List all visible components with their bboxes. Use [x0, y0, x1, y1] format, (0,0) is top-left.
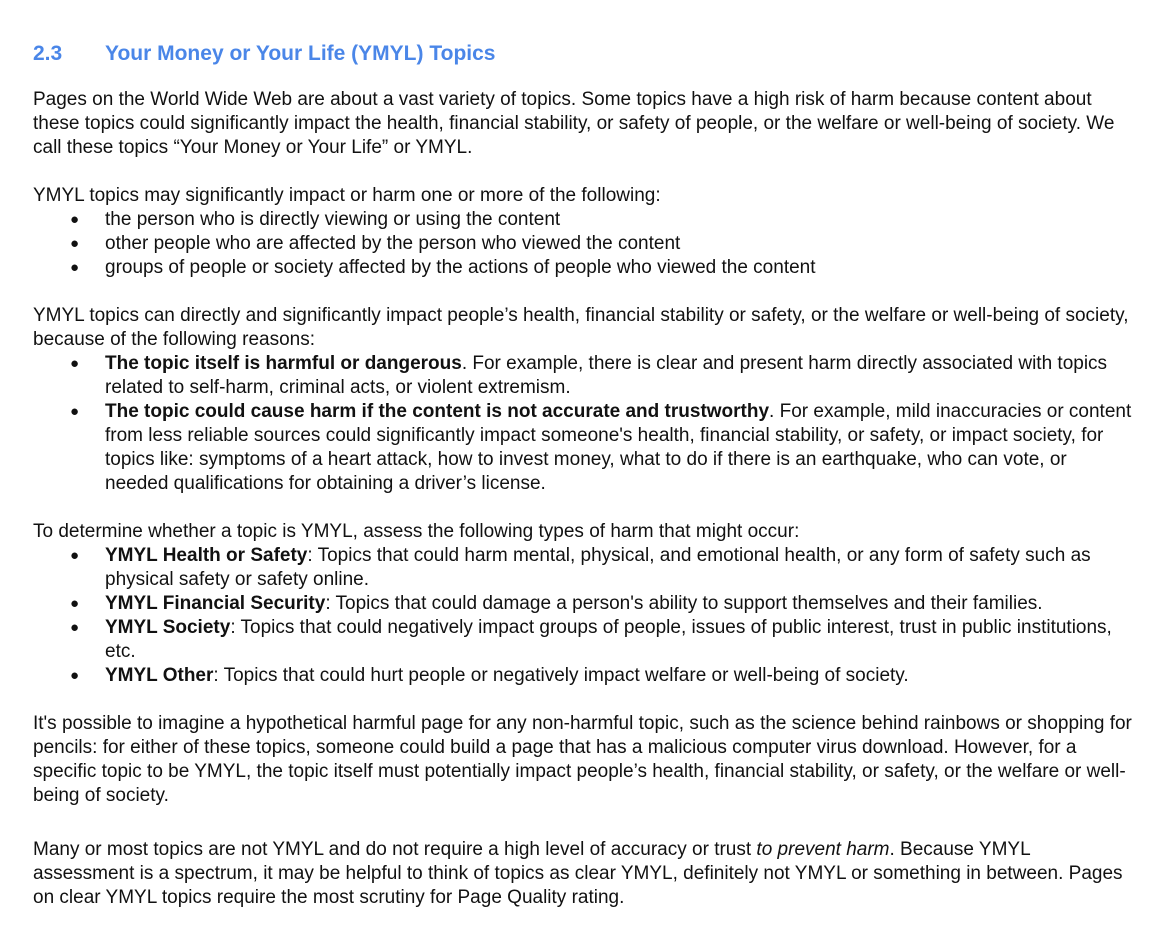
harm-types-list [33, 544, 1132, 688]
list-item-text: : Topics that could hurt people or negatively impact welfare or well-being of society. [213, 665, 909, 686]
bullet-icon: ● [70, 619, 80, 636]
bullet-icon: ● [70, 595, 80, 612]
list-item-bold: The topic could cause harm if the content is not accurate and trustworthy [105, 401, 770, 422]
list-item [33, 544, 1132, 592]
list-item-text: : Topics that could negatively impact groups of people, issues of public interest, trust in public institutions, etc. [105, 617, 1112, 662]
bullet-icon: ● [70, 667, 80, 684]
list-item [33, 256, 1132, 280]
closing-text-italic: to prevent harm [756, 839, 890, 860]
list-item-text: the person who is directly viewing or using the content [105, 209, 561, 230]
harm-types-lead: To determine whether a topic is YMYL, assess the following types of harm that might occur: [33, 521, 800, 542]
reasons-list [33, 352, 1132, 496]
section-number: 2.3 [33, 42, 63, 65]
list-item-text: : Topics that could harm mental, physical, and emotional health, or any form of safety such as physical safety or safety online. [105, 545, 1091, 590]
list-item-text: : Topics that could damage a person's ability to support themselves and their families. [325, 593, 1043, 614]
list-item-text: other people who are affected by the person who viewed the content [105, 233, 681, 254]
list-item [33, 616, 1132, 664]
section-heading [33, 40, 1132, 68]
section-title: Your Money or Your Life (YMYL) Topics [105, 42, 496, 65]
bullet-icon: ● [70, 355, 80, 372]
reasons-lead: YMYL topics can directly and significantly impact people’s health, financial stability or safety, or the welfare or well-being of society, because of the following reasons: [33, 305, 1129, 350]
impact-list [33, 208, 1132, 280]
bullet-icon: ● [70, 235, 80, 252]
intro-paragraph: Pages on the World Wide Web are about a vast variety of topics. Some topics have a high risk of harm because content about these topics could significantly impact the health, financial stability, or safety of people, or the welfare or well-being of society. We call these topics “Your Money or Your Life” or YMYL. [33, 89, 1115, 158]
list-item-bold: YMYL Other [105, 665, 214, 686]
list-item-bold: YMYL Society [105, 617, 231, 638]
list-item-text: groups of people or society affected by the actions of people who viewed the content [105, 257, 816, 278]
list-item [33, 400, 1132, 496]
list-item-text: . For example, mild inaccuracies or content from less reliable sources could significantly impact someone's health, financial stability, or safety, or impact society, for topics like: symptoms of a heart attack, how to invest money, what to do if there is an earthquake, who can vote, or needed qualifications for obtaining a driver’s license. [105, 401, 1132, 494]
closing-paragraph [33, 838, 1132, 910]
closing-text-start: Many or most topics are not YMYL and do not require a high level of accuracy or trust [33, 839, 757, 860]
bullet-icon: ● [70, 259, 80, 276]
list-item-bold: The topic itself is harmful or dangerous [105, 353, 462, 374]
list-item [33, 352, 1132, 400]
list-item-bold: YMYL Financial Security [105, 593, 326, 614]
list-item [33, 232, 1132, 256]
hypothetical-paragraph: It's possible to imagine a hypothetical harmful page for any non-harmful topic, such as the science behind rainbows or shopping for pencils: for either of these topics, someone could build a page that has a malicious computer virus download. However, for a specific topic to be YMYL, the topic itself must potentially impact people’s health, financial stability, or safety, or the welfare or well-being of society. [33, 713, 1132, 806]
list-item-bold: YMYL Health or Safety [105, 545, 308, 566]
impact-lead: YMYL topics may significantly impact or harm one or more of the following: [33, 185, 661, 206]
list-item [33, 208, 1132, 232]
bullet-icon: ● [70, 211, 80, 228]
closing-text-end: . Because YMYL assessment is a spectrum, it may be helpful to think of topics as clear YMYL, definitely not YMYL or something in between. Pages on clear YMYL topics require the most scrutiny for Page Quality rating. [33, 839, 1123, 908]
list-item-text: . For example, there is clear and present harm directly associated with topics related to self-harm, criminal acts, or violent extremism. [105, 353, 1108, 398]
bullet-icon: ● [70, 403, 80, 420]
bullet-icon: ● [70, 547, 80, 564]
list-item [33, 664, 1132, 688]
list-item [33, 592, 1132, 616]
